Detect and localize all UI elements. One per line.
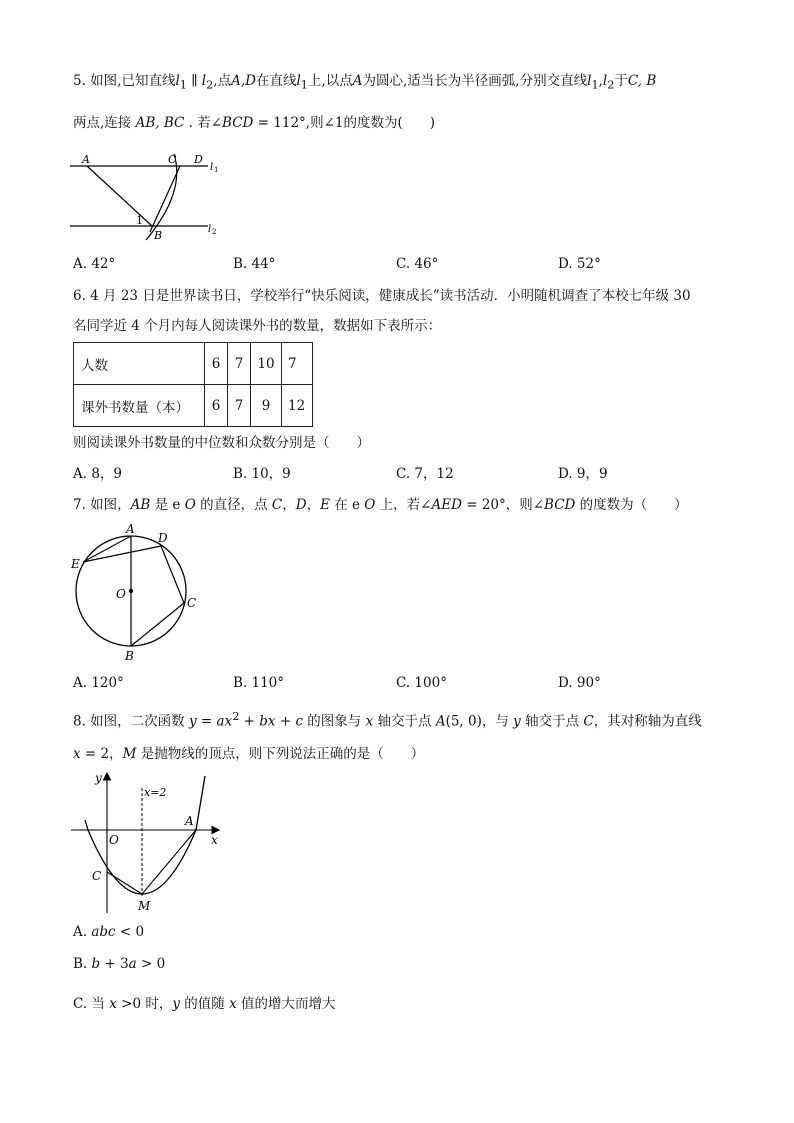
q8-option-b[interactable] — [73, 956, 165, 972]
q8-math: y — [172, 996, 180, 1012]
table-cell: 12 — [282, 385, 313, 427]
q5-math: l — [602, 73, 608, 89]
q5-math: A — [352, 73, 363, 89]
q8-text: ，其对称轴为直线 — [593, 713, 702, 730]
q8-option-a[interactable] — [73, 924, 144, 940]
q8-math: x — [109, 996, 117, 1012]
label-m: M — [138, 899, 151, 913]
q8-math: y — [188, 713, 197, 730]
table-cell: 6 — [205, 343, 228, 385]
q7-text: 的直径，点 — [195, 497, 272, 513]
q6-option-a[interactable]: A. 8，9 — [73, 466, 123, 482]
q5-math: l — [175, 73, 180, 89]
label-l2: l — [208, 224, 212, 235]
label-b: B — [125, 649, 134, 663]
q5-option-b[interactable]: B. 44° — [233, 256, 276, 272]
table-cell: 9 — [251, 385, 282, 427]
center-point — [129, 589, 133, 593]
q5-parallel-symbol: ∥ — [186, 73, 202, 89]
q7-math: ∠BCD — [532, 497, 576, 513]
table-cell: 7 — [228, 385, 251, 427]
segment-cm — [107, 872, 142, 894]
q8-option-text: + 3 — [100, 956, 129, 972]
segment-ae — [83, 536, 131, 562]
q7-text: 是 e — [150, 497, 185, 513]
q8-option-text: 值的增大而增大 — [236, 996, 336, 1012]
q8-text: + — [239, 713, 260, 730]
q8-text: 的图象与 — [303, 713, 366, 730]
q5-option-a[interactable]: A. 42° — [73, 256, 116, 272]
table-header-cell: 人数 — [74, 343, 205, 385]
table-row — [74, 343, 313, 385]
q7-text: 在 e — [329, 497, 365, 513]
q5-text: 两点,连接 — [73, 115, 136, 131]
q5-sub: 1 — [300, 78, 308, 92]
label-a: A — [185, 814, 194, 828]
segment-ma — [142, 830, 196, 894]
label-e: E — [71, 557, 80, 571]
q7-option-c[interactable]: C. 100° — [396, 675, 447, 691]
label-angle1: 1 — [136, 214, 143, 227]
q8-option-text: B. — [73, 956, 92, 972]
q8-option-text: A. — [73, 924, 92, 940]
label-y: y — [95, 771, 102, 785]
table-cell: 7 — [228, 343, 251, 385]
label-c: C — [92, 869, 102, 883]
segment-ed — [83, 546, 161, 562]
q8-text: = — [196, 713, 217, 730]
q5-sub: 2 — [206, 78, 214, 92]
table-cell: 7 — [282, 343, 313, 385]
arc — [146, 154, 177, 240]
table-cell: 10 — [251, 343, 282, 385]
q5-sub: 1 — [591, 78, 599, 92]
q5-sub: 2 — [607, 78, 615, 92]
q6-data-table — [73, 342, 313, 427]
q5-text: 于 — [614, 73, 628, 89]
label-b: B — [154, 229, 163, 242]
q6-stem-line1: 6. 4 月 23 日是世界读书日，学校举行“快乐阅读，健康成长”读书活动．小明随机调查了本校七年级 30 — [73, 288, 691, 304]
q7-math: D — [295, 497, 307, 513]
q8-math: a — [128, 956, 137, 972]
q7-math: ∠AED — [420, 497, 462, 513]
q8-text: 轴交于点 — [373, 713, 436, 730]
q8-text: = 2， — [80, 746, 123, 762]
q8-option-text: C. 当 — [73, 996, 110, 1012]
segment-bc — [150, 166, 180, 232]
q5-math: l — [587, 73, 592, 89]
label-l2-sub: 2 — [212, 228, 217, 236]
label-d: D — [158, 531, 168, 545]
q8-option-text: > 0 — [136, 956, 166, 972]
q8-math: c — [295, 713, 303, 730]
q6-option-d[interactable]: D. 9，9 — [558, 466, 608, 482]
q8-option-text: < 0 — [115, 924, 145, 940]
q7-option-d[interactable]: D. 90° — [558, 675, 601, 691]
q5-stem-line1 — [73, 73, 656, 94]
q8-option-text: 的值随 — [179, 996, 230, 1012]
q8-text: + — [275, 713, 296, 730]
q5-math: C, B — [627, 73, 657, 89]
q5-text: 为圆心,适当长为半径画弧,分别交直线 — [362, 73, 588, 89]
q8-text: ，与 — [481, 713, 514, 730]
q7-stem — [73, 497, 688, 513]
q8-text: 8. 如图，二次函数 — [73, 713, 189, 730]
q5-math: l — [296, 73, 301, 89]
label-a: A — [126, 522, 135, 536]
q7-math: O — [364, 497, 376, 513]
q6-question: 则阅读课外书数量的中位数和众数分别是（ ） — [73, 435, 370, 451]
table-cell: 6 — [205, 385, 228, 427]
q7-option-b[interactable]: B. 110° — [233, 675, 285, 691]
label-d: D — [194, 153, 203, 166]
q7-text: ， — [282, 497, 296, 513]
q7-math: C — [271, 497, 283, 513]
q8-math: M — [122, 746, 137, 762]
label-l1: l — [210, 162, 214, 173]
q6-option-b[interactable]: B. 10，9 — [233, 466, 291, 482]
q5-figure — [70, 148, 230, 243]
q7-text: ， — [306, 497, 321, 513]
q7-text: 7. 如图， — [73, 497, 131, 513]
q5-text: , — [598, 73, 603, 89]
q8-math: abc — [91, 924, 116, 940]
label-c: C — [187, 596, 197, 610]
q7-math: AB — [130, 497, 151, 513]
q5-stem-line2 — [73, 115, 435, 131]
q8-stem-line2 — [73, 746, 424, 762]
q5-option-d[interactable]: D. 52° — [558, 256, 601, 272]
q5-math: AB, BC — [135, 115, 185, 131]
q8-math: C — [583, 713, 594, 730]
q7-option-a[interactable]: A. 120° — [73, 675, 124, 691]
q8-math: bx — [259, 713, 276, 730]
q5-math: ∠BCD — [210, 115, 254, 131]
label-o: O — [116, 587, 126, 601]
label-x: x — [211, 833, 218, 847]
q7-math: E — [320, 497, 330, 513]
q5-text: 5. 如图,已知直线 — [73, 73, 176, 89]
q5-math: A,D — [231, 73, 256, 89]
q6-option-c[interactable]: C. 7，12 — [396, 466, 454, 482]
q5-text: 上,以点 — [307, 73, 353, 89]
q8-text: 是抛物线的顶点，则下列说法正确的是（ ） — [136, 746, 425, 762]
q5-text: = 112°,则∠1的度数为( ) — [253, 115, 436, 131]
q8-stem-line1 — [73, 709, 702, 730]
label-l1-sub: 1 — [214, 166, 219, 174]
q7-math: O — [184, 497, 196, 513]
q8-math: A — [435, 713, 446, 730]
q8-math: b — [91, 956, 101, 972]
q8-math: x — [229, 996, 237, 1012]
table-header-cell: 课外书数量（本） — [74, 385, 205, 427]
q5-option-c[interactable]: C. 46° — [396, 256, 439, 272]
q8-math: x — [73, 746, 81, 762]
q5-sub: 1 — [179, 78, 187, 92]
q8-text: 轴交于点 — [520, 713, 584, 730]
q7-text: 的度数为（ ） — [575, 497, 688, 513]
table-row — [74, 385, 313, 427]
q8-sup: 2 — [232, 710, 240, 723]
q8-math: ax — [216, 713, 233, 730]
parabola-left-arm — [85, 820, 88, 830]
label-c: C — [168, 153, 177, 166]
q5-text: ,点 — [213, 73, 232, 89]
q8-figure — [68, 768, 228, 918]
label-sym-axis: x=2 — [144, 786, 167, 799]
q7-text: 上，若 — [375, 497, 421, 513]
parabola-right-arm — [196, 776, 205, 830]
q8-math: y — [513, 713, 521, 730]
q8-option-text: >0 时， — [116, 996, 173, 1012]
label-a: A — [82, 153, 90, 166]
label-o: O — [109, 833, 119, 847]
q5-text: 在直线 — [255, 73, 297, 89]
q5-text: . 若 — [184, 115, 211, 131]
q6-stem-line2: 名同学近 4 个月内每人阅读课外书的数量，数据如下表所示： — [73, 318, 442, 334]
q5-math: l — [201, 73, 207, 89]
q8-option-c[interactable] — [73, 996, 336, 1012]
q7-text: = 20°，则 — [461, 497, 533, 513]
q7-figure — [68, 520, 208, 665]
q8-text: (5, 0) — [445, 713, 482, 730]
q8-math: x — [365, 713, 374, 730]
